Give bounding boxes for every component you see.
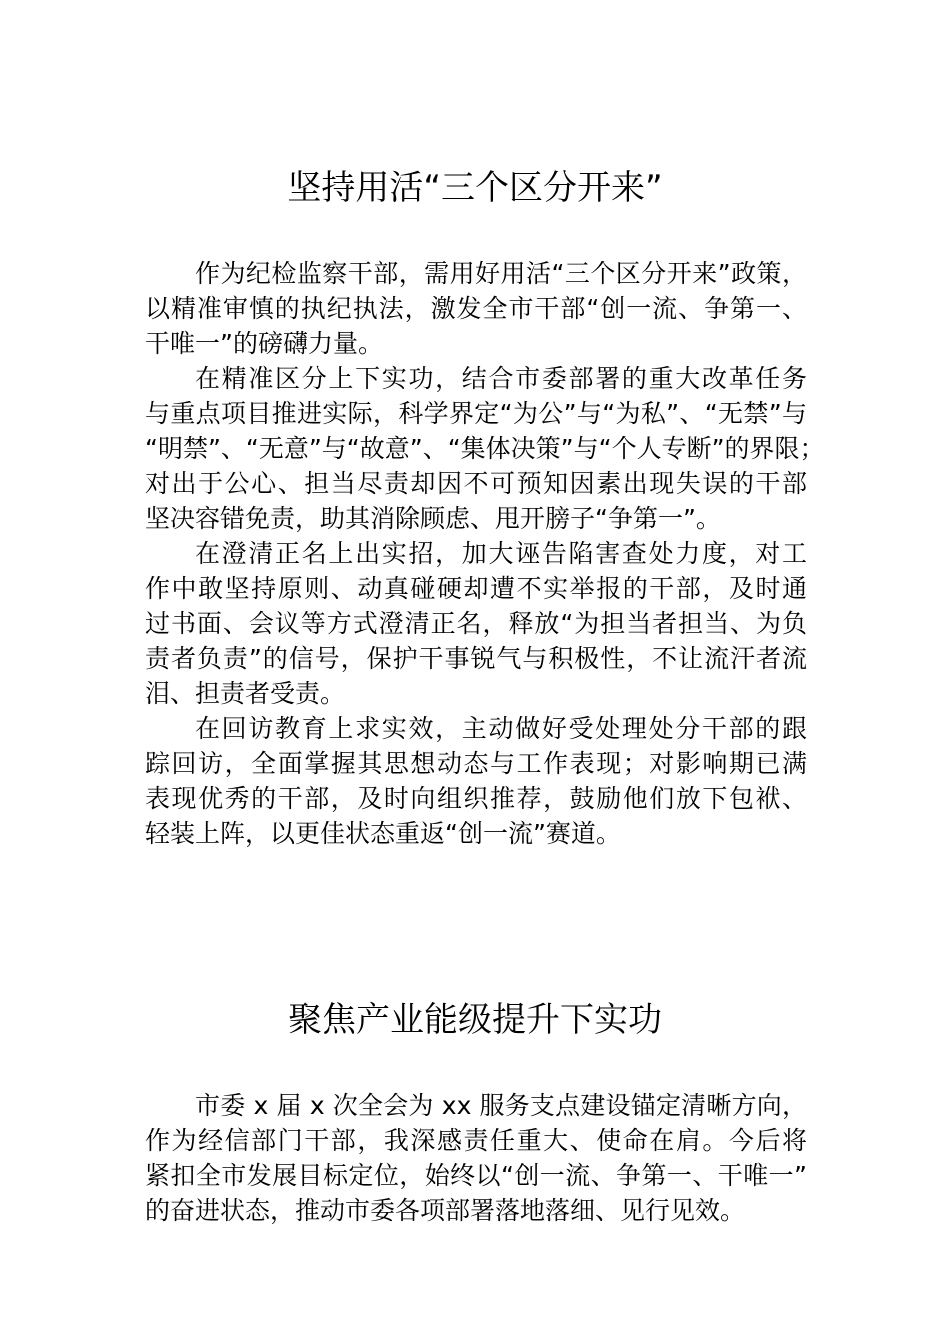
section-title: 坚持用活“三个区分开来”	[287, 168, 663, 208]
paragraph-line: 与重点项目推进实际，科学界定“为公”与“为私”、“无禁”与	[145, 399, 807, 428]
section-title: 聚焦产业能级提升下实功	[288, 1000, 662, 1040]
paragraph-line: 作为纪检监察干部，需用好用活“三个区分开来”政策，	[195, 259, 807, 288]
paragraph-line: 在精准区分上下实功，结合市委部署的重大改革任务	[195, 364, 807, 393]
paragraph-line: 紧扣全市发展目标定位，始终以“创一流、争第一、干唯一”	[145, 1161, 807, 1190]
paragraph-line: 以精准审慎的执纪执法，激发全市干部“创一流、争第一、	[145, 294, 807, 323]
paragraph-line: “明禁”、“无意”与“故意”、“集体决策”与“个人专断”的界限；	[145, 434, 825, 463]
paragraph-line: 市委 x 届 x 次全会为 xx 服务支点建设锚定清晰方向，	[195, 1091, 807, 1120]
section-body	[145, 256, 825, 851]
paragraph-line: 坚决容错免责，助其消除顾虑、甩开膀子“争第一”。	[145, 504, 721, 533]
paragraph-line: 干唯一”的磅礴力量。	[145, 329, 383, 358]
paragraph-line: 在澄清正名上出实招，加大诬告陷害查处力度，对工	[195, 539, 807, 568]
paragraph-line: 轻装上阵，以更佳状态重返“创一流”赛道。	[145, 819, 621, 848]
paragraph-line: 对出于公心、担当尽责却因不可预知因素出现失误的干部	[145, 469, 807, 498]
paragraph-line: 过书面、会议等方式澄清正名，释放“为担当者担当、为负	[145, 609, 807, 638]
paragraph-line: 踪回访，全面掌握其思想动态与工作表现；对影响期已满	[145, 749, 807, 778]
paragraph-line: 表现优秀的干部，及时向组织推荐，鼓励他们放下包袱、	[145, 784, 807, 813]
section-body	[145, 1088, 807, 1228]
paragraph-line: 责者负责”的信号，保护干事锐气与积极性，不让流汗者流	[145, 644, 807, 673]
paragraph-line: 作为经信部门干部，我深感责任重大、使命在肩。今后将	[145, 1126, 807, 1155]
paragraph-line: 作中敢坚持原则、动真碰硬却遭不实举报的干部，及时通	[145, 574, 807, 603]
paragraph-line: 的奋进状态，推动市委各项部署落地落细、见行见效。	[145, 1196, 746, 1225]
paragraph-line: 泪、担责者受责。	[145, 679, 346, 708]
paragraph-line: 在回访教育上求实效，主动做好受处理处分干部的跟	[195, 714, 807, 743]
